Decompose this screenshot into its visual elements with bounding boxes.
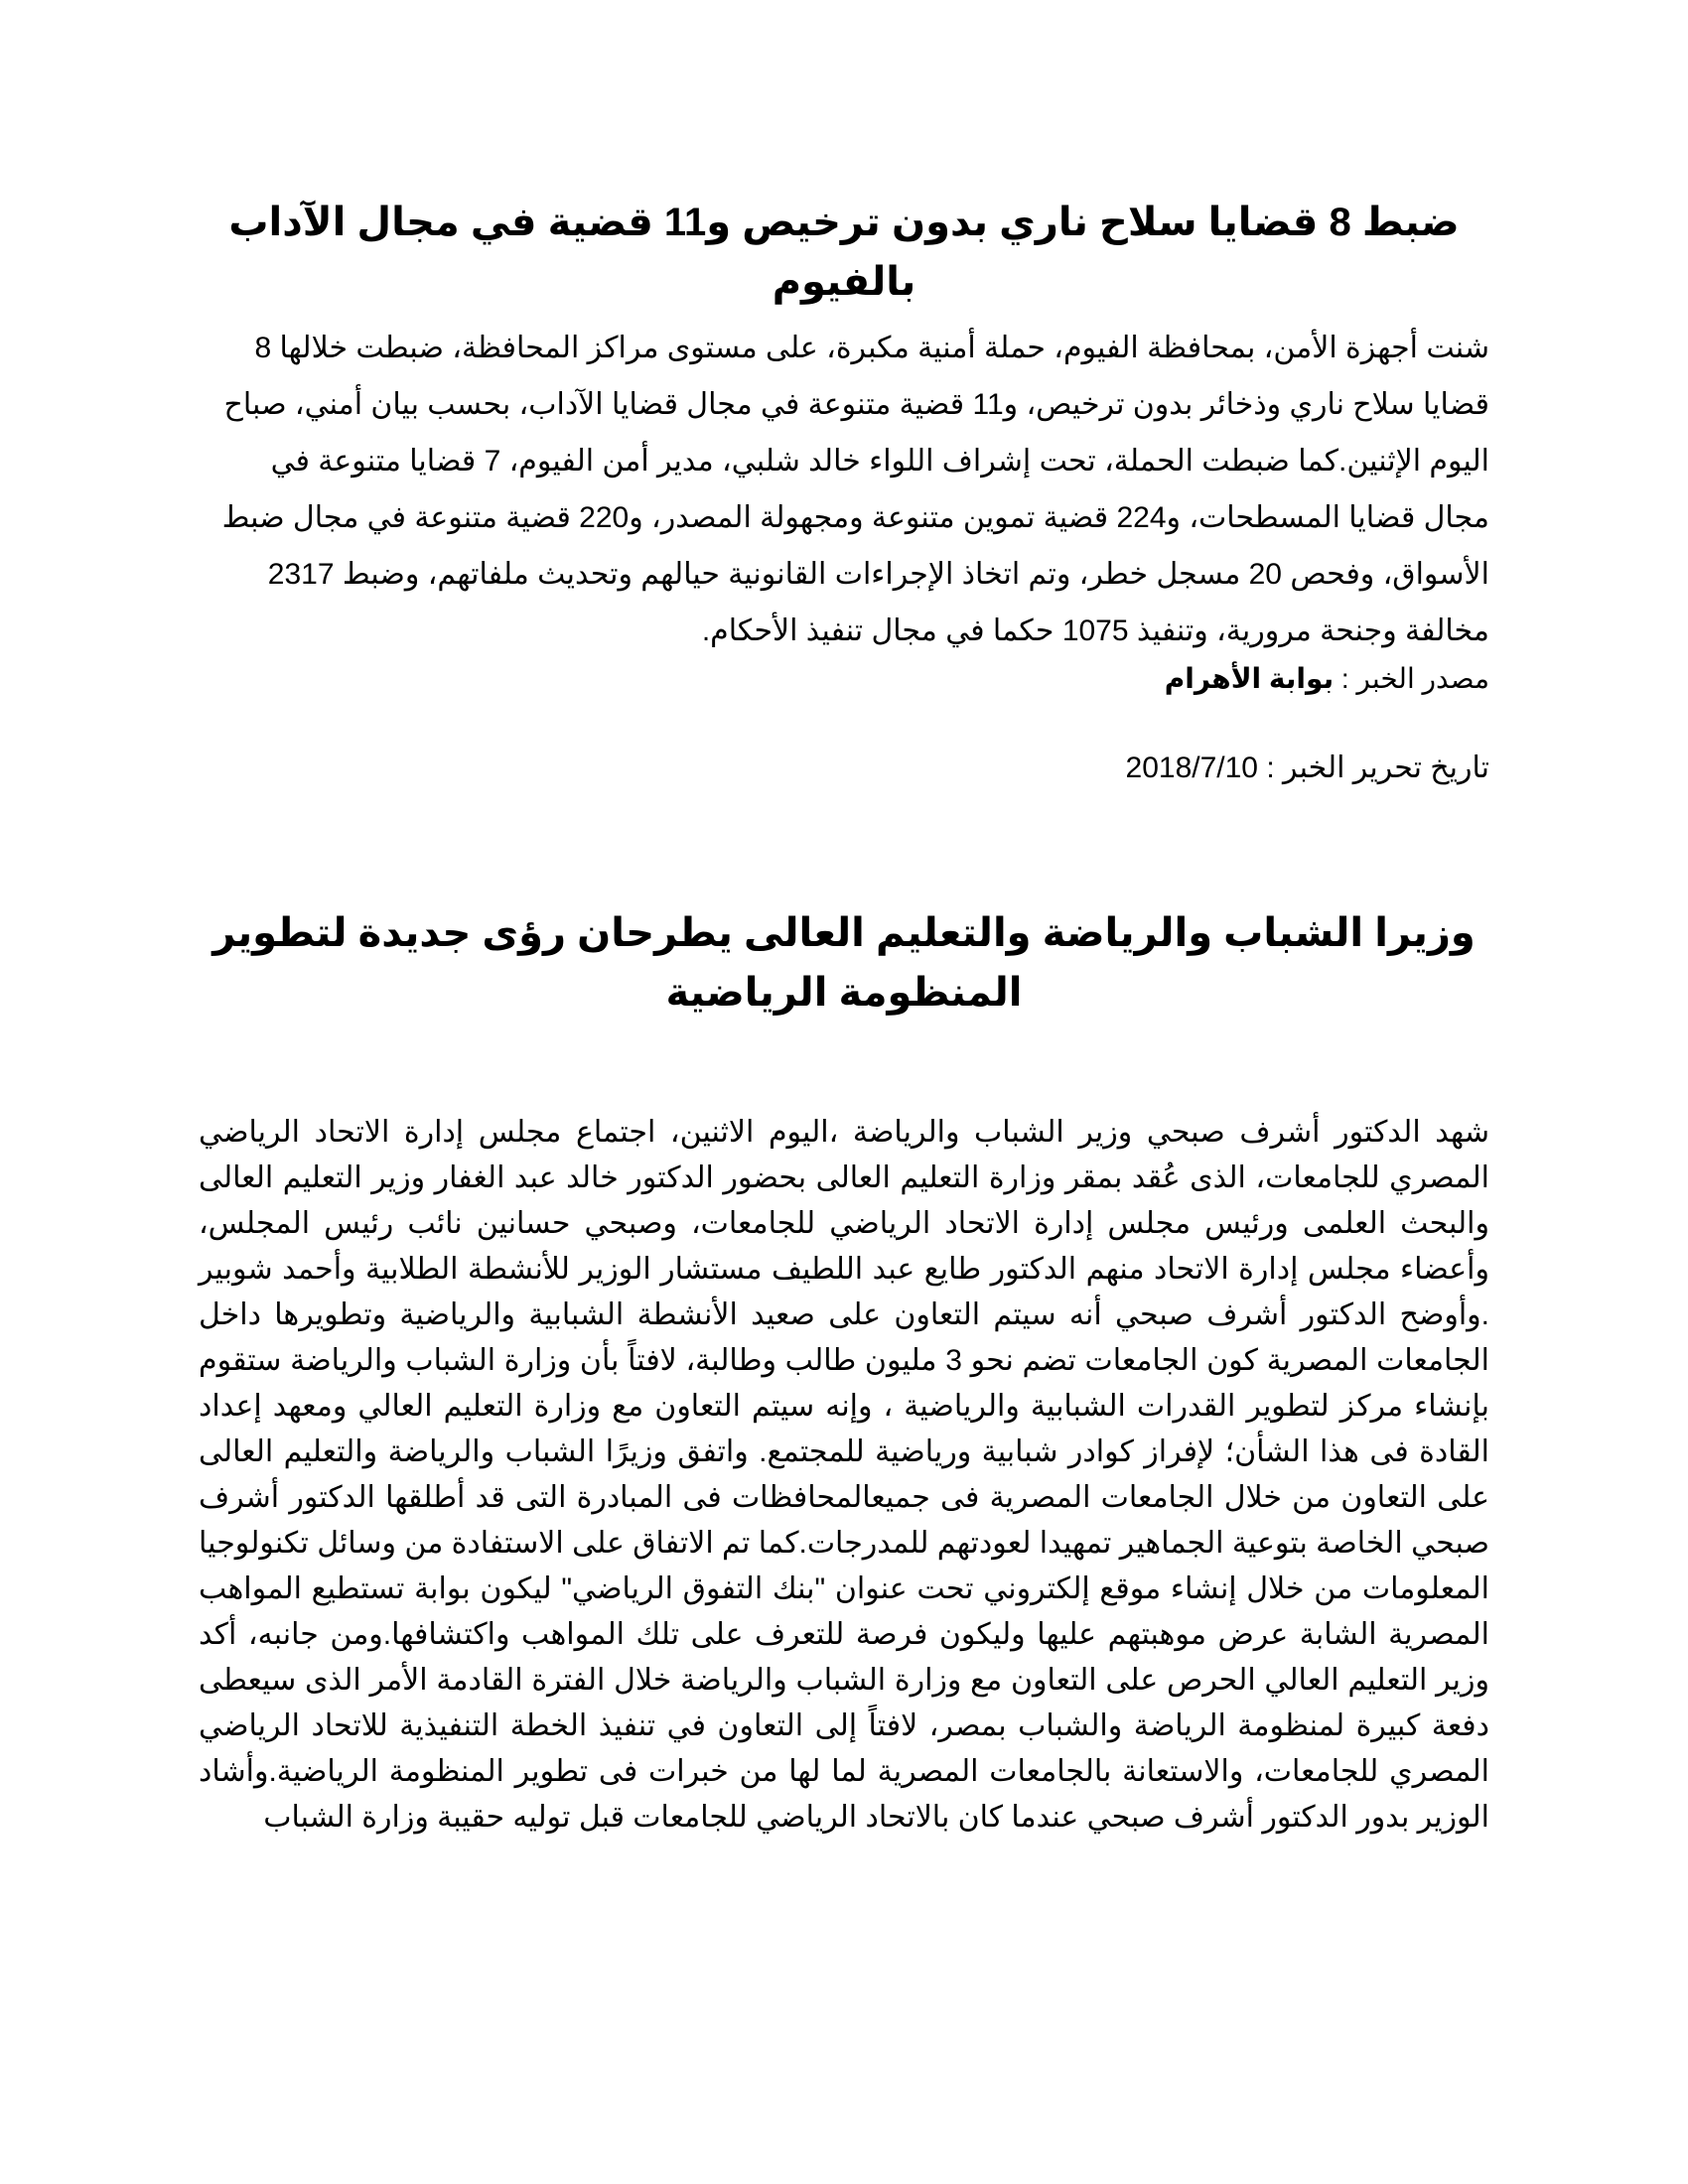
date-value: 2018/7/10: [1125, 751, 1258, 784]
article1-date: [199, 749, 1489, 788]
article2-headline: وزيرا الشباب والرياضة والتعليم العالى يطرحان رؤى جديدة لتطوير المنظومة الرياضية: [212, 911, 1476, 1015]
article2-body: شهد الدكتور أشرف صبحي وزير الشباب والرياضة ،اليوم الاثنين، اجتماع مجلس إدارة الاتحاد الرياضي المصري للجامعات، الذى عُقد بمقر وزارة التعليم العالى بحضور الدكتور خالد عبد الغفار وزير التعليم العالى والبحث العلمى ورئيس مجلس إدارة الاتحاد الرياضي للجامعات، وصبحي حسانين نائب رئيس المجلس، وأعضاء مجلس إدارة الاتحاد منهم الدكتور طايع عبد اللطيف مستشار الوزير للأنشطة الطلابية وأحمد شوبير .وأوضح الدكتور أشرف صبحي أنه سيتم التعاون على صعيد الأنشطة الشبابية والرياضية وتطويرها داخل الجامعات المصرية كون الجامعات تضم نحو 3 مليون طالب وطالبة، لافتاً بأن وزارة الشباب والرياضة ستقوم بإنشاء مركز لتطوير القدرات الشبابية والرياضية ، وإنه سيتم التعاون مع وزارة التعليم العالي ومعهد إعداد القادة فى هذا الشأن؛ لإفراز كوادر شبابية ورياضية للمجتمع. واتفق وزيرًا الشباب والرياضة والتعليم العالى على التعاون من خلال الجامعات المصرية فى جميعالمحافظات فى المبادرة التى قد أطلقها الدكتور أشرف صبحي الخاصة بتوعية الجماهير تمهيدا لعودتهم للمدرجات.كما تم الاتفاق على الاستفادة من وسائل تكنولوجيا المعلومات من خلال إنشاء موقع إلكتروني تحت عنوان "بنك التفوق الرياضي" ليكون بوابة تستطيع المواهب المصرية الشابة عرض موهبتهم عليها وليكون فرصة للتعرف على تلك المواهب واكتشافها.ومن جانبه، أكد وزير التعليم العالي الحرص على التعاون مع وزارة الشباب والرياضة خلال الفترة القادمة الأمر الذى سيعطى دفعة كبيرة لمنظومة الرياضة والشباب بمصر، لافتاً إلى التعاون في تنفيذ الخطة التنفيذية للاتحاد الرياضي المصري للجامعات، والاستعانة بالجامعات المصرية لما لها من خبرات فى تطوير المنظومة الرياضية.وأشاد الوزير بدور الدكتور أشرف صبحي عندما كان بالاتحاد الرياضي للجامعات قبل توليه حقيبة وزارة الشباب: [199, 1116, 1489, 1834]
source-label: مصدر الخبر :: [1340, 663, 1489, 694]
document-page: [199, 0, 1489, 2184]
article1-headline: ضبط 8 قضايا سلاح ناري بدون ترخيص و11 قضية في مجال الآداب بالفيوم: [228, 201, 1460, 304]
article1-body: شنت أجهزة الأمن، بمحافظة الفيوم، حملة أمنية مكبرة، على مستوى مراكز المحافظة، ضبطت خلالها 8 قضايا سلاح ناري وذخائر بدون ترخيص، و11 قضية متنوعة في مجال قضايا الآداب، بحسب بيان أمني، صباح اليوم الإثنين.كما ضبطت الحملة، تحت إشراف اللواء خالد شلبي، مدير أمن الفيوم، 7 قضايا متنوعة في مجال قضايا المسطحات، و224 قضية تموين متنوعة ومجهولة المصدر، و220 قضية متنوعة في مجال ضبط الأسواق، وفحص 20 مسجل خطر، وتم اتخاذ الإجراءات القانونية حيالهم وتحديث ملفاتهم، وضبط 2317 مخالفة وجنحة مرورية، وتنفيذ 1075 حكما في مجال تنفيذ الأحكام.: [221, 332, 1489, 647]
date-label: تاريخ تحرير الخبر :: [1266, 751, 1489, 784]
source-value: بوابة الأهرام: [1164, 663, 1335, 694]
article1-source: [199, 661, 1489, 697]
